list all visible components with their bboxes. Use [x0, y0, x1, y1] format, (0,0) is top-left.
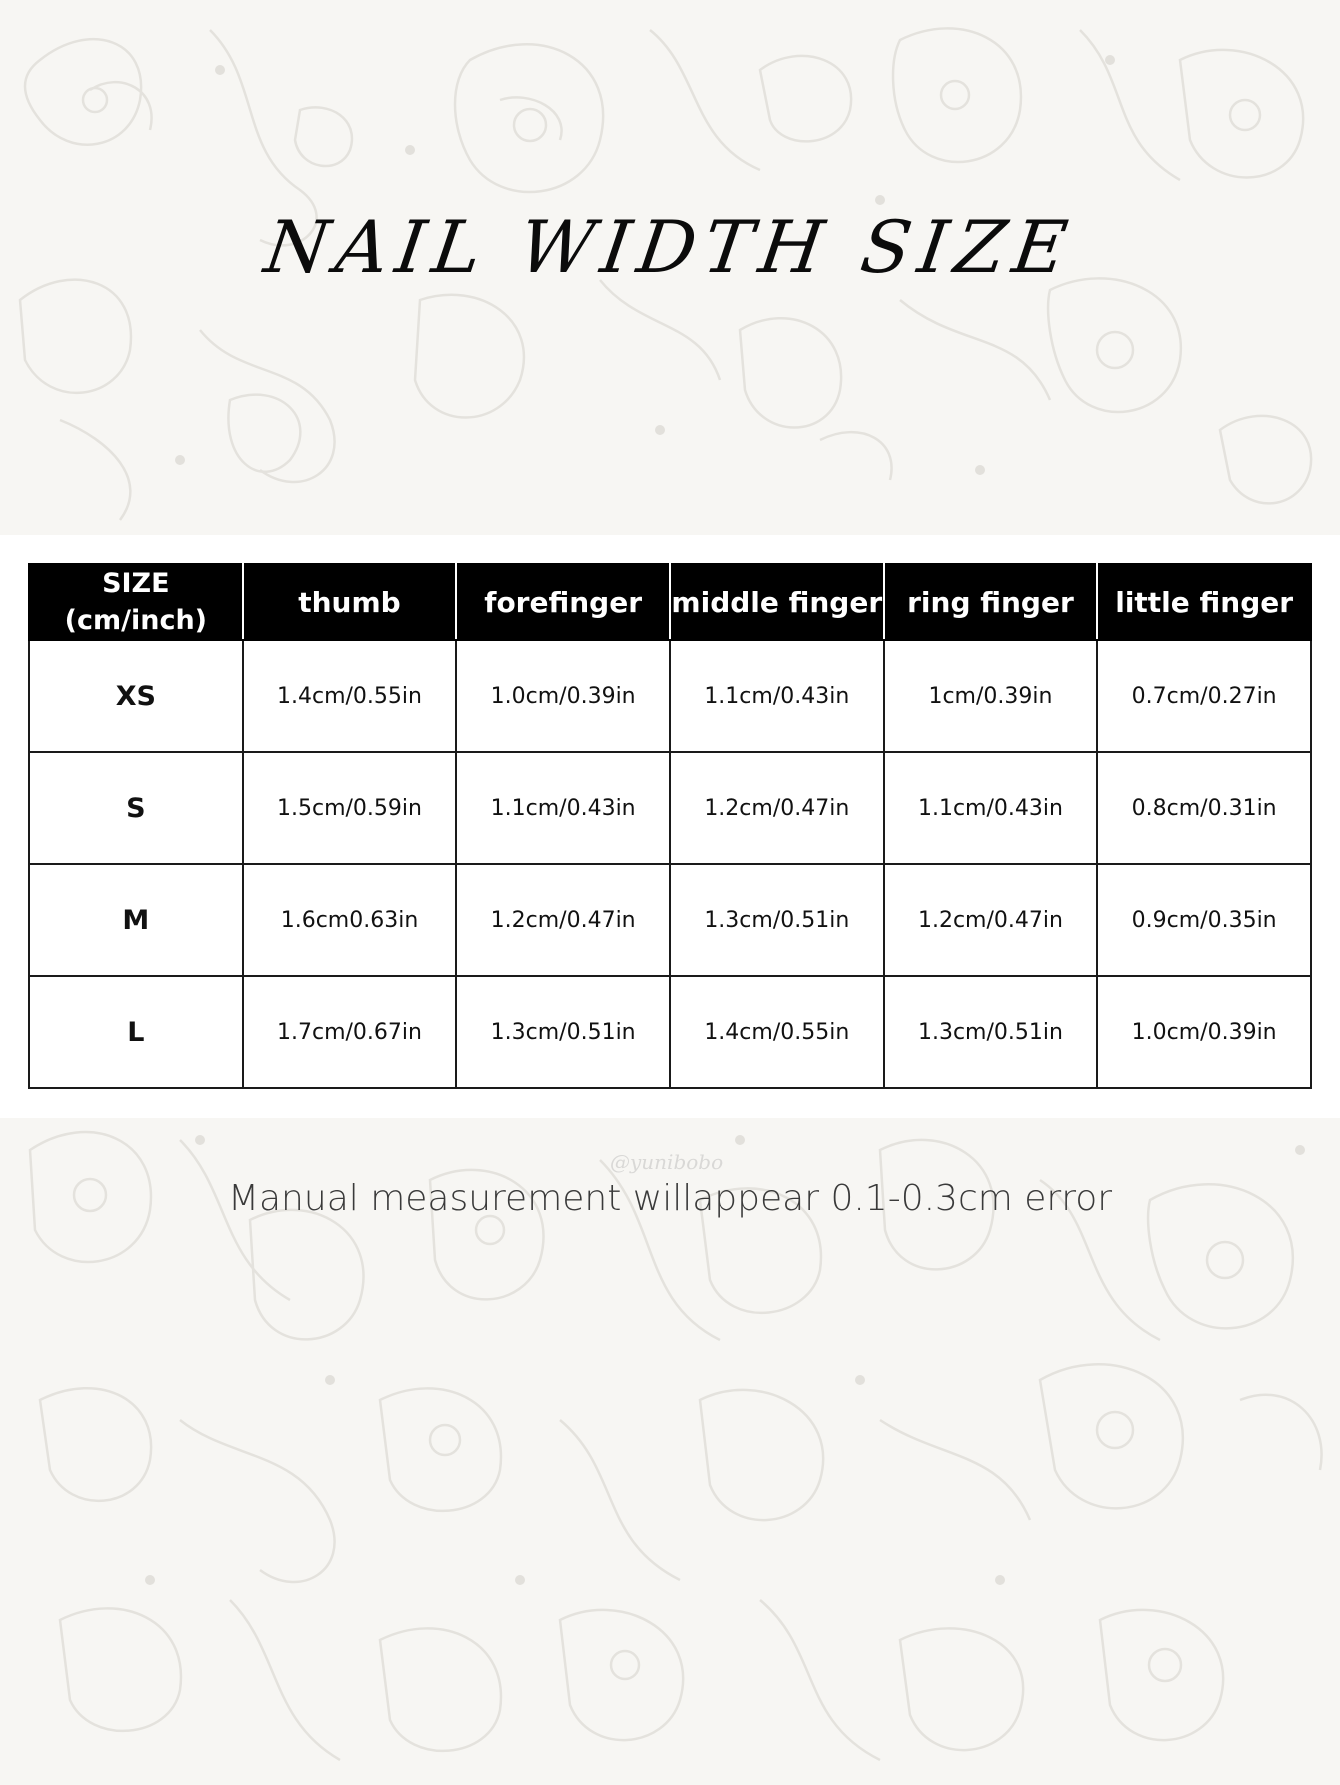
table-cell: 1.3cm/0.51in	[456, 976, 670, 1088]
size-chart-table	[28, 563, 1312, 1089]
table-cell: 1.5cm/0.59in	[243, 752, 457, 864]
measurement-note: Manual measurement willappear 0.1-0.3cm error	[227, 1178, 1113, 1219]
table-cell: 1.6cm0.63in	[243, 864, 457, 976]
header-size: SIZE (cm/inch)	[29, 564, 243, 640]
table-cell: 1.1cm/0.43in	[456, 752, 670, 864]
watermark: @yunibobo	[610, 1150, 724, 1174]
table-cell: 1.1cm/0.43in	[670, 640, 884, 752]
table-cell: 1.4cm/0.55in	[243, 640, 457, 752]
table-cell: 1.0cm/0.39in	[1097, 976, 1311, 1088]
size-label: S	[29, 752, 243, 864]
table-row	[29, 752, 1311, 864]
table-cell: 1.0cm/0.39in	[456, 640, 670, 752]
header-middle-finger: middle finger	[670, 564, 884, 640]
table-cell: 1.3cm/0.51in	[670, 864, 884, 976]
table-cell: 1.3cm/0.51in	[884, 976, 1098, 1088]
table-cell: 1.4cm/0.55in	[670, 976, 884, 1088]
header-little-finger: little finger	[1097, 564, 1311, 640]
table-cell: 1cm/0.39in	[884, 640, 1098, 752]
table-row	[29, 864, 1311, 976]
table-cell: 0.8cm/0.31in	[1097, 752, 1311, 864]
table-header-row	[29, 564, 1311, 640]
header-ring-finger: ring finger	[884, 564, 1098, 640]
size-label: XS	[29, 640, 243, 752]
table-cell: 1.2cm/0.47in	[884, 864, 1098, 976]
table-cell: 0.9cm/0.35in	[1097, 864, 1311, 976]
size-label: M	[29, 864, 243, 976]
header-forefinger: forefinger	[456, 564, 670, 640]
header-thumb: thumb	[243, 564, 457, 640]
table-cell: 1.2cm/0.47in	[670, 752, 884, 864]
table-row	[29, 640, 1311, 752]
table-cell: 1.1cm/0.43in	[884, 752, 1098, 864]
page-title: NAIL WIDTH SIZE	[259, 205, 1081, 289]
table-cell: 0.7cm/0.27in	[1097, 640, 1311, 752]
table-cell: 1.2cm/0.47in	[456, 864, 670, 976]
size-label: L	[29, 976, 243, 1088]
table-cell: 1.7cm/0.67in	[243, 976, 457, 1088]
table-row	[29, 976, 1311, 1088]
